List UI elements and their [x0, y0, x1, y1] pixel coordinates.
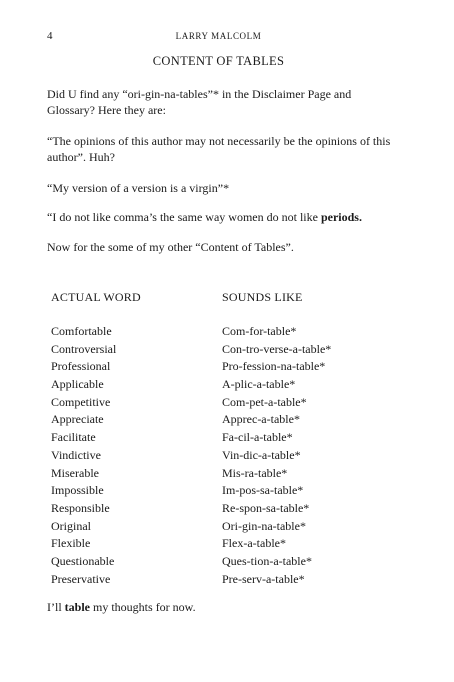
actual-word-cell: Controversial [51, 341, 117, 356]
sounds-like-cell: A-plic-a-table* [222, 377, 296, 392]
actual-word-cell: Facilitate [51, 430, 96, 445]
actual-word-cell: Vindictive [51, 447, 101, 462]
sounds-like-cell: Pro-fession-na-table* [222, 359, 326, 374]
quote-commas [47, 209, 392, 225]
table-row [51, 554, 391, 572]
quote-version: “My version of a version is a virgin”* [47, 181, 230, 195]
sounds-like-cell: Fa-cil-a-table* [222, 430, 293, 445]
table-row [51, 519, 391, 537]
table-row [51, 483, 391, 501]
sounds-like-cell: Mis-ra-table* [222, 465, 288, 480]
table-row [51, 342, 391, 360]
closing-text-post: my thoughts for now. [90, 600, 196, 614]
column-header-actual-word: ACTUAL WORD [51, 290, 141, 304]
sounds-like-cell: Com-for-table* [222, 324, 297, 338]
sounds-like-cell: Com-pet-a-table* [222, 394, 307, 409]
page-header [47, 30, 390, 46]
closing-text-pre: I’ll [47, 600, 65, 614]
actual-word-cell: Original [51, 518, 91, 533]
sounds-like-cell: Apprec-a-table* [222, 412, 300, 427]
column-header-sounds-like: SOUNDS LIKE [222, 290, 303, 304]
table-body [51, 324, 391, 589]
table-row [51, 395, 391, 413]
table-intro: Now for the some of my other “Content of Tables”. [47, 240, 294, 254]
page-number: 4 [47, 30, 53, 42]
quote-commas-bold: periods. [320, 210, 362, 224]
table-row [51, 359, 391, 377]
running-head-author: LARRY MALCOLM [175, 31, 262, 41]
intro-paragraph: Did U find any “ori-gin-na-tables”* in the Disclaimer Page and Glossary? Here they are: [47, 87, 352, 117]
actual-word-cell: Questionable [51, 553, 115, 568]
actual-word-cell: Impossible [51, 483, 104, 498]
section-title: CONTENT OF TABLES [152, 54, 285, 68]
actual-word-cell: Preservative [51, 571, 111, 586]
table-row [51, 572, 391, 590]
sounds-like-cell: Re-spon-sa-table* [222, 500, 310, 515]
quote-commas-text: “I do not like comma’s the same way women do not like [47, 210, 321, 224]
sounds-like-cell: Flex-a-table* [222, 536, 286, 551]
table-row [51, 377, 391, 395]
table-row [51, 536, 391, 554]
table-row [51, 448, 391, 466]
actual-word-cell: Miserable [51, 465, 99, 480]
table-row [51, 466, 391, 484]
table-row [51, 412, 391, 430]
sounds-like-cell: Pre-serv-a-table* [222, 571, 305, 586]
actual-word-cell: Professional [51, 359, 111, 374]
table-row [51, 501, 391, 519]
actual-word-cell: Flexible [51, 536, 91, 551]
closing-text-bold: table [64, 600, 91, 614]
table-row [51, 324, 391, 342]
sounds-like-cell: Im-pos-sa-table* [222, 483, 304, 498]
table-row [51, 430, 391, 448]
actual-word-cell: Competitive [51, 394, 111, 409]
actual-word-cell: Appreciate [51, 412, 104, 427]
sounds-like-cell: Vin-dic-a-table* [222, 447, 301, 462]
actual-word-cell: Applicable [51, 377, 104, 392]
quote-opinions: “The opinions of this author may not necessarily be the opinions of this author”. Huh? [47, 134, 391, 164]
sounds-like-cell: Con-tro-verse-a-table* [222, 341, 332, 356]
closing-line [47, 599, 392, 615]
actual-word-cell: Comfortable [51, 324, 112, 338]
actual-word-cell: Responsible [51, 500, 110, 515]
sounds-like-cell: Ori-gin-na-table* [222, 518, 306, 533]
sounds-like-cell: Ques-tion-a-table* [222, 553, 312, 568]
